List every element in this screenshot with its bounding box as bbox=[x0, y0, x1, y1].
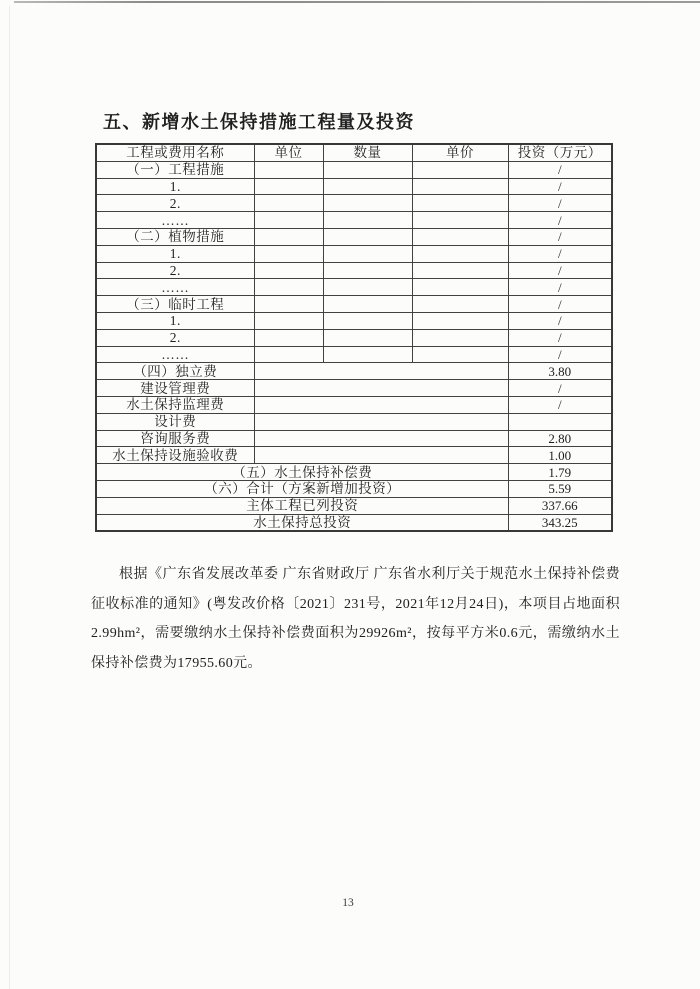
cell-investment: / bbox=[508, 279, 612, 296]
cell-name: 1. bbox=[96, 178, 254, 195]
cell-unit bbox=[254, 279, 323, 296]
cell-unit-price bbox=[412, 228, 508, 245]
cell-unit-price bbox=[412, 212, 508, 229]
cell-unit-price bbox=[412, 178, 508, 195]
cell-investment: / bbox=[508, 245, 612, 262]
cell-merged-middle bbox=[254, 380, 508, 397]
table-row bbox=[96, 228, 612, 245]
cell-unit-price bbox=[412, 279, 508, 296]
table-row bbox=[96, 195, 612, 212]
cell-name-full-span: （五）水土保持补偿费 bbox=[96, 464, 508, 481]
fee-table bbox=[95, 143, 613, 532]
cell-investment bbox=[508, 413, 612, 430]
cell-name: 2. bbox=[96, 329, 254, 346]
cell-name: 水土保持监理费 bbox=[96, 396, 254, 413]
cell-name: 建设管理费 bbox=[96, 380, 254, 397]
cell-merged-middle bbox=[254, 363, 508, 380]
note-paragraph: 根据《广东省发展改革委 广东省财政厅 广东省水利厅关于规范水土保持补偿费征收标准的通知》(粤发改价格〔2021〕231号，2021年12月24日)，本项目占地面积2.99hm²，需要缴纳水土保持补偿费面积为29926m²，按每平方米0.6元，需缴纳水土保持补偿费为17955.60元。 bbox=[91, 567, 620, 671]
cell-quantity bbox=[323, 178, 412, 195]
scan-artifact-left-edge bbox=[9, 6, 10, 989]
table-row bbox=[96, 346, 612, 363]
cell-quantity bbox=[323, 262, 412, 279]
cell-unit bbox=[254, 312, 323, 329]
table-row bbox=[96, 161, 612, 178]
table-row bbox=[96, 380, 612, 397]
cell-investment: / bbox=[508, 396, 612, 413]
cell-investment: / bbox=[508, 380, 612, 397]
table-row bbox=[96, 178, 612, 195]
table-row bbox=[96, 245, 612, 262]
cell-name: 1. bbox=[96, 312, 254, 329]
cell-name: （三）临时工程 bbox=[96, 296, 254, 313]
cell-name: 2. bbox=[96, 262, 254, 279]
column-header-investment: 投资（万元） bbox=[508, 144, 612, 161]
cell-quantity bbox=[323, 228, 412, 245]
column-header-quantity: 数量 bbox=[323, 144, 412, 161]
section-title: 五、新增水土保持措施工程量及投资 bbox=[103, 112, 415, 132]
cell-quantity bbox=[323, 245, 412, 262]
table-row bbox=[96, 329, 612, 346]
cell-name: …… bbox=[96, 279, 254, 296]
cell-name-full-span: （六）合计（方案新增加投资） bbox=[96, 480, 508, 497]
cell-name: 2. bbox=[96, 195, 254, 212]
table-row bbox=[96, 413, 612, 430]
table-row bbox=[96, 363, 612, 380]
table-row bbox=[96, 312, 612, 329]
cell-investment: / bbox=[508, 212, 612, 229]
cell-investment: / bbox=[508, 296, 612, 313]
cell-quantity bbox=[323, 195, 412, 212]
cell-investment: 1.79 bbox=[508, 464, 612, 481]
cell-investment: / bbox=[508, 228, 612, 245]
cell-merged-middle bbox=[254, 396, 508, 413]
cell-name: 1. bbox=[96, 245, 254, 262]
table-row bbox=[96, 464, 612, 481]
cell-quantity bbox=[323, 279, 412, 296]
table-row bbox=[96, 447, 612, 464]
cell-unit-price bbox=[412, 346, 508, 363]
cell-unit bbox=[254, 329, 323, 346]
table-row bbox=[96, 296, 612, 313]
table-row bbox=[96, 262, 612, 279]
cell-investment: / bbox=[508, 346, 612, 363]
cell-unit-price bbox=[412, 245, 508, 262]
cell-name: （四）独立费 bbox=[96, 363, 254, 380]
cell-quantity bbox=[323, 296, 412, 313]
cell-unit bbox=[254, 245, 323, 262]
cell-investment: 343.25 bbox=[508, 514, 612, 531]
fee-table-container bbox=[95, 143, 613, 532]
cell-investment: / bbox=[508, 312, 612, 329]
table-row bbox=[96, 396, 612, 413]
table-row bbox=[96, 497, 612, 514]
cell-investment: 2.80 bbox=[508, 430, 612, 447]
cell-unit bbox=[254, 346, 323, 363]
cell-investment: / bbox=[508, 161, 612, 178]
cell-name-full-span: 主体工程已列投资 bbox=[96, 497, 508, 514]
cell-investment: 5.59 bbox=[508, 480, 612, 497]
cell-name: 水土保持设施验收费 bbox=[96, 447, 254, 464]
cell-name: …… bbox=[96, 346, 254, 363]
cell-investment: / bbox=[508, 195, 612, 212]
cell-quantity bbox=[323, 212, 412, 229]
table-row bbox=[96, 480, 612, 497]
cell-name: （一）工程措施 bbox=[96, 161, 254, 178]
table-row bbox=[96, 279, 612, 296]
cell-unit bbox=[254, 228, 323, 245]
cell-investment: 3.80 bbox=[508, 363, 612, 380]
cell-name-full-span: 水土保持总投资 bbox=[96, 514, 508, 531]
cell-quantity bbox=[323, 346, 412, 363]
cell-unit-price bbox=[412, 262, 508, 279]
cell-name: 设计费 bbox=[96, 413, 254, 430]
table-row bbox=[96, 514, 612, 531]
cell-unit bbox=[254, 296, 323, 313]
cell-investment: / bbox=[508, 178, 612, 195]
cell-unit bbox=[254, 178, 323, 195]
cell-unit-price bbox=[412, 329, 508, 346]
cell-unit-price bbox=[412, 161, 508, 178]
cell-name: （二）植物措施 bbox=[96, 228, 254, 245]
cell-unit-price bbox=[412, 312, 508, 329]
column-header-name: 工程或费用名称 bbox=[96, 144, 254, 161]
cell-unit-price bbox=[412, 296, 508, 313]
cell-quantity bbox=[323, 161, 412, 178]
scan-artifact-top-edge bbox=[14, 1, 700, 3]
table-row bbox=[96, 430, 612, 447]
cell-investment: 1.00 bbox=[508, 447, 612, 464]
cell-merged-middle bbox=[254, 413, 508, 430]
table-row bbox=[96, 212, 612, 229]
table-header-row bbox=[96, 144, 612, 161]
cell-name: 咨询服务费 bbox=[96, 430, 254, 447]
column-header-unit-price: 单价 bbox=[412, 144, 508, 161]
cell-unit-price bbox=[412, 195, 508, 212]
cell-unit bbox=[254, 262, 323, 279]
cell-investment: / bbox=[508, 329, 612, 346]
cell-merged-middle bbox=[254, 430, 508, 447]
cell-investment: / bbox=[508, 262, 612, 279]
cell-unit bbox=[254, 212, 323, 229]
cell-merged-middle bbox=[254, 447, 508, 464]
cell-unit bbox=[254, 161, 323, 178]
cell-name: …… bbox=[96, 212, 254, 229]
cell-investment: 337.66 bbox=[508, 497, 612, 514]
column-header-unit: 单位 bbox=[254, 144, 323, 161]
cell-quantity bbox=[323, 312, 412, 329]
page-number: 13 bbox=[342, 897, 354, 909]
cell-quantity bbox=[323, 329, 412, 346]
cell-unit bbox=[254, 195, 323, 212]
